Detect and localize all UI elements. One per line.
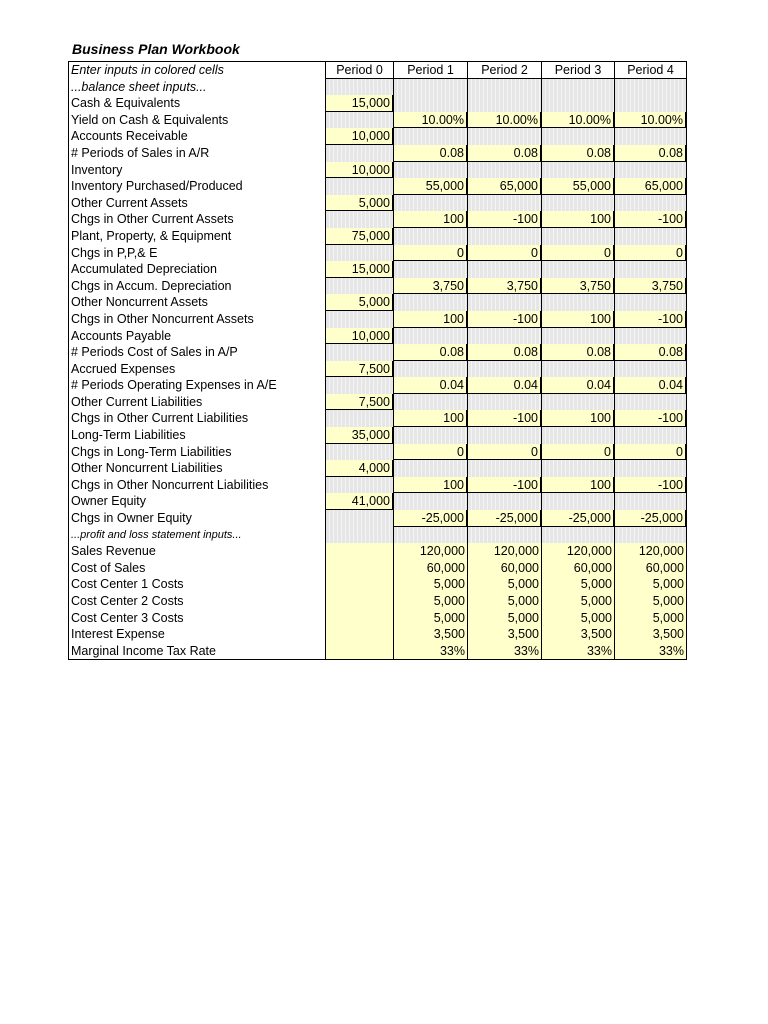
filler-cell [325, 626, 393, 643]
filler-cell [325, 145, 393, 162]
row-label: Other Noncurrent Liabilities [71, 461, 223, 476]
input-cell[interactable]: 35,000 [325, 427, 393, 444]
table-row [69, 493, 686, 510]
filler-cell [614, 460, 686, 477]
table-row [69, 593, 686, 610]
table-row [69, 178, 686, 195]
filler-cell [614, 328, 686, 345]
filler-cell [325, 211, 393, 228]
filler-cell [541, 493, 614, 510]
table-row [69, 261, 686, 278]
table-row [69, 211, 686, 228]
filler-cell [541, 361, 614, 378]
table-row [69, 410, 686, 427]
input-cell[interactable]: -100 [467, 477, 541, 494]
table-row [69, 510, 686, 527]
filler-cell [393, 460, 467, 477]
row-label: # Periods of Sales in A/R [71, 145, 210, 160]
workbook-title: Business Plan Workbook [72, 41, 240, 57]
table-row [69, 112, 686, 129]
input-cell[interactable]: 15,000 [325, 261, 393, 278]
filler-cell [325, 245, 393, 262]
input-cell[interactable]: 75,000 [325, 228, 393, 245]
table-row [69, 195, 686, 212]
table-row [69, 460, 686, 477]
input-cell[interactable]: 15,000 [325, 95, 393, 112]
filler-cell [614, 261, 686, 278]
filler-cell [393, 128, 467, 145]
input-cell[interactable]: 10.00% [614, 112, 686, 129]
table-row [69, 311, 686, 328]
filler-cell [393, 162, 467, 179]
input-cell[interactable]: -100 [614, 477, 686, 494]
filler-cell [614, 361, 686, 378]
input-cell[interactable]: 100 [541, 410, 614, 427]
input-cell[interactable]: 3,750 [467, 278, 541, 295]
input-cell[interactable]: 33% [393, 643, 467, 660]
input-cell[interactable]: 55,000 [393, 178, 467, 195]
filler-cell [467, 361, 541, 378]
filler-cell [541, 294, 614, 311]
filler-cell [614, 162, 686, 179]
filler-cell [614, 128, 686, 145]
filler-cell [541, 427, 614, 444]
filler-cell [325, 477, 393, 494]
row-label: Interest Expense [71, 627, 165, 642]
input-cell[interactable]: 60,000 [614, 560, 686, 577]
table-row [69, 128, 686, 145]
row-label: Marginal Income Tax Rate [71, 643, 216, 658]
filler-cell [467, 427, 541, 444]
row-label: Chgs in Long-Term Liabilities [71, 444, 232, 459]
input-cell[interactable]: 10,000 [325, 128, 393, 145]
row-label: Chgs in Other Current Assets [71, 212, 234, 227]
row-label: Other Current Assets [71, 195, 188, 210]
row-label: Chgs in Owner Equity [71, 511, 192, 526]
input-cell[interactable]: -100 [467, 311, 541, 328]
input-cell[interactable]: 33% [614, 643, 686, 660]
filler-cell [541, 394, 614, 411]
profit-section-label: ...profit and loss statement inputs... [71, 528, 242, 541]
filler-cell [541, 460, 614, 477]
filler-cell [541, 162, 614, 179]
input-cell[interactable]: 0 [541, 245, 614, 262]
table-row [69, 643, 686, 660]
input-cell[interactable]: 3,500 [393, 626, 467, 643]
filler-cell [541, 261, 614, 278]
balance-section-label: ...balance sheet inputs... [71, 79, 207, 94]
filler-cell [325, 576, 393, 593]
row-label: Chgs in P,P,& E [71, 245, 158, 260]
input-cell[interactable]: 5,000 [467, 593, 541, 610]
filler-cell [467, 228, 541, 245]
input-cell[interactable]: 0.08 [467, 344, 541, 361]
table-row [69, 377, 686, 394]
row-label: Cost of Sales [71, 560, 146, 575]
input-cell[interactable]: 0.08 [467, 145, 541, 162]
row-label: Cost Center 3 Costs [71, 610, 184, 625]
input-cell[interactable]: 3,500 [467, 626, 541, 643]
input-cell[interactable]: 0.04 [393, 377, 467, 394]
input-cell[interactable]: 7,500 [325, 394, 393, 411]
filler-cell [325, 344, 393, 361]
row-label: # Periods Cost of Sales in A/P [71, 345, 238, 360]
row-label: Cost Center 1 Costs [71, 577, 184, 592]
table-row [69, 278, 686, 295]
input-cell[interactable]: -100 [614, 410, 686, 427]
table-row [69, 294, 686, 311]
filler-cell [325, 543, 393, 560]
input-cell[interactable]: 0.08 [614, 344, 686, 361]
input-cell[interactable]: 5,000 [325, 195, 393, 212]
input-cell[interactable]: 5,000 [614, 610, 686, 627]
row-label: Chgs in Other Noncurrent Assets [71, 311, 254, 326]
input-cell[interactable]: 100 [393, 410, 467, 427]
period-2-header: Period 2 [467, 62, 541, 79]
input-cell[interactable]: -100 [467, 211, 541, 228]
input-cell[interactable]: 60,000 [393, 560, 467, 577]
input-cell[interactable]: 100 [541, 311, 614, 328]
input-cell[interactable]: 5,000 [614, 576, 686, 593]
row-label: Yield on Cash & Equivalents [71, 112, 229, 127]
row-label: Chgs in Other Current Liabilities [71, 411, 249, 426]
input-cell[interactable]: 3,750 [541, 278, 614, 295]
filler-cell [614, 493, 686, 510]
filler-cell [541, 228, 614, 245]
input-cell[interactable]: -100 [614, 311, 686, 328]
filler-cell [467, 128, 541, 145]
input-cell[interactable]: 4,000 [325, 460, 393, 477]
table-row [69, 344, 686, 361]
row-label: Inventory [71, 162, 123, 177]
input-cell[interactable]: 55,000 [541, 178, 614, 195]
input-cell[interactable]: 120,000 [467, 543, 541, 560]
table-row [69, 245, 686, 262]
balance-section-row [69, 79, 686, 96]
filler-cell [467, 460, 541, 477]
filler-cell [393, 261, 467, 278]
input-cell[interactable]: -100 [467, 410, 541, 427]
input-cell[interactable]: 5,000 [541, 576, 614, 593]
input-cell[interactable]: 3,500 [541, 626, 614, 643]
table-row [69, 394, 686, 411]
filler-cell [325, 377, 393, 394]
table-row [69, 543, 686, 560]
input-cell[interactable]: 65,000 [467, 178, 541, 195]
row-label: Owner Equity [71, 494, 147, 509]
filler-cell [325, 560, 393, 577]
row-label: Other Current Liabilities [71, 394, 203, 409]
filler-cell [393, 328, 467, 345]
filler-cell [325, 444, 393, 461]
filler-cell [541, 128, 614, 145]
input-cell[interactable]: 0 [614, 245, 686, 262]
input-cell[interactable]: 5,000 [541, 593, 614, 610]
input-cell[interactable]: 10,000 [325, 328, 393, 345]
filler-cell [325, 311, 393, 328]
input-cell[interactable]: 100 [393, 477, 467, 494]
row-label: Accounts Payable [71, 328, 172, 343]
filler-cell [467, 294, 541, 311]
input-cell[interactable]: 0.04 [541, 377, 614, 394]
input-cell[interactable]: 5,000 [393, 576, 467, 593]
table-row [69, 145, 686, 162]
table-row [69, 444, 686, 461]
row-label: # Periods Operating Expenses in A/E [71, 378, 277, 393]
filler-cell [393, 493, 467, 510]
filler-cell [325, 178, 393, 195]
input-cell[interactable]: -25,000 [393, 510, 467, 527]
row-label: Accounts Receivable [71, 129, 188, 144]
input-cell[interactable]: 33% [541, 643, 614, 660]
input-cell[interactable]: 120,000 [614, 543, 686, 560]
row-label: Cash & Equivalents [71, 96, 181, 111]
header-row [69, 62, 686, 79]
row-label: Chgs in Other Noncurrent Liabilities [71, 477, 269, 492]
row-label: Chgs in Accum. Depreciation [71, 278, 232, 293]
filler-cell [467, 95, 541, 112]
input-cell[interactable]: 0.08 [541, 145, 614, 162]
filler-cell [325, 112, 393, 129]
filler-cell [393, 95, 467, 112]
table-row [69, 95, 686, 112]
input-cell[interactable]: 0.04 [467, 377, 541, 394]
filler-cell [467, 162, 541, 179]
period-0-header: Period 0 [325, 62, 393, 79]
profit-loss-inputs [69, 543, 686, 659]
row-label: Accrued Expenses [71, 361, 176, 376]
input-cell[interactable]: 0 [467, 444, 541, 461]
balance-sheet-inputs [69, 95, 686, 526]
table-row [69, 576, 686, 593]
input-cell[interactable]: 0 [614, 444, 686, 461]
filler-cell [541, 95, 614, 112]
table-row [69, 610, 686, 627]
input-cell[interactable]: 0.08 [393, 145, 467, 162]
input-cell[interactable]: 60,000 [467, 560, 541, 577]
table-row [69, 560, 686, 577]
input-cell[interactable]: 0.08 [614, 145, 686, 162]
filler-cell [614, 394, 686, 411]
input-cell[interactable]: 5,000 [467, 610, 541, 627]
filler-cell [614, 427, 686, 444]
filler-cell [467, 493, 541, 510]
input-sheet [68, 61, 687, 660]
row-label: Cost Center 2 Costs [71, 594, 184, 608]
filler-cell [393, 361, 467, 378]
input-cell[interactable]: 0 [393, 245, 467, 262]
filler-cell [393, 294, 467, 311]
table-row [69, 477, 686, 494]
period-4-header: Period 4 [614, 62, 686, 79]
input-cell[interactable]: 5,000 [325, 294, 393, 311]
input-cell[interactable]: 5,000 [541, 610, 614, 627]
input-cell[interactable]: 0.04 [614, 377, 686, 394]
profit-section-row [69, 527, 686, 544]
filler-cell [325, 610, 393, 627]
input-cell[interactable]: 0 [541, 444, 614, 461]
input-cell[interactable]: 10.00% [541, 112, 614, 129]
table-row [69, 328, 686, 345]
filler-cell [325, 278, 393, 295]
input-cell[interactable]: 0.08 [393, 344, 467, 361]
filler-cell [541, 328, 614, 345]
table-row [69, 162, 686, 179]
filler-cell [614, 294, 686, 311]
input-cell[interactable]: 3,750 [614, 278, 686, 295]
filler-cell [325, 643, 393, 660]
filler-cell [467, 394, 541, 411]
input-cell[interactable]: -25,000 [614, 510, 686, 527]
input-cell[interactable]: 10.00% [467, 112, 541, 129]
input-cell[interactable]: 100 [541, 477, 614, 494]
input-cell[interactable]: -25,000 [541, 510, 614, 527]
filler-cell [614, 195, 686, 212]
filler-cell [325, 410, 393, 427]
row-label: Long-Term Liabilities [71, 428, 186, 443]
input-cell[interactable]: 0.08 [541, 344, 614, 361]
table-row [69, 361, 686, 378]
input-cell[interactable]: 5,000 [467, 576, 541, 593]
input-cell[interactable]: 0 [467, 245, 541, 262]
input-cell[interactable]: 100 [393, 311, 467, 328]
input-cell[interactable]: 3,500 [614, 626, 686, 643]
input-cell[interactable]: 33% [467, 643, 541, 660]
filler-cell [541, 195, 614, 212]
period-3-header: Period 3 [541, 62, 614, 79]
period-1-header: Period 1 [393, 62, 467, 79]
instructions-label: Enter inputs in colored cells [71, 63, 224, 77]
filler-cell [325, 593, 393, 610]
input-cell[interactable]: 60,000 [541, 560, 614, 577]
input-cell[interactable]: -100 [614, 211, 686, 228]
input-cell[interactable]: 65,000 [614, 178, 686, 195]
table-row [69, 626, 686, 643]
filler-cell [393, 394, 467, 411]
input-cell[interactable]: 100 [393, 211, 467, 228]
table-row [69, 427, 686, 444]
input-cell[interactable]: 120,000 [393, 543, 467, 560]
input-cell[interactable]: 5,000 [393, 593, 467, 610]
input-cell[interactable]: 3,750 [393, 278, 467, 295]
input-cell[interactable]: 10,000 [325, 162, 393, 179]
filler-cell [325, 510, 393, 527]
row-label: Sales Revenue [71, 544, 156, 559]
filler-cell [393, 427, 467, 444]
filler-cell [467, 195, 541, 212]
row-label: Other Noncurrent Assets [71, 295, 208, 310]
table-row [69, 228, 686, 245]
row-label: Inventory Purchased/Produced [71, 179, 243, 194]
input-cell[interactable]: 5,000 [393, 610, 467, 627]
filler-cell [467, 261, 541, 278]
input-cell[interactable]: 100 [541, 211, 614, 228]
input-cell[interactable]: 10.00% [393, 112, 467, 129]
filler-cell [614, 228, 686, 245]
input-cell[interactable]: -25,000 [467, 510, 541, 527]
input-cell[interactable]: 5,000 [614, 593, 686, 610]
row-label: Accumulated Depreciation [71, 262, 217, 277]
filler-cell [467, 328, 541, 345]
filler-cell [393, 228, 467, 245]
input-cell[interactable]: 41,000 [325, 493, 393, 510]
row-label: Plant, Property, & Equipment [71, 228, 232, 243]
input-cell[interactable]: 0 [393, 444, 467, 461]
input-cell[interactable]: 7,500 [325, 361, 393, 378]
input-cell[interactable]: 120,000 [541, 543, 614, 560]
filler-cell [614, 95, 686, 112]
filler-cell [393, 195, 467, 212]
